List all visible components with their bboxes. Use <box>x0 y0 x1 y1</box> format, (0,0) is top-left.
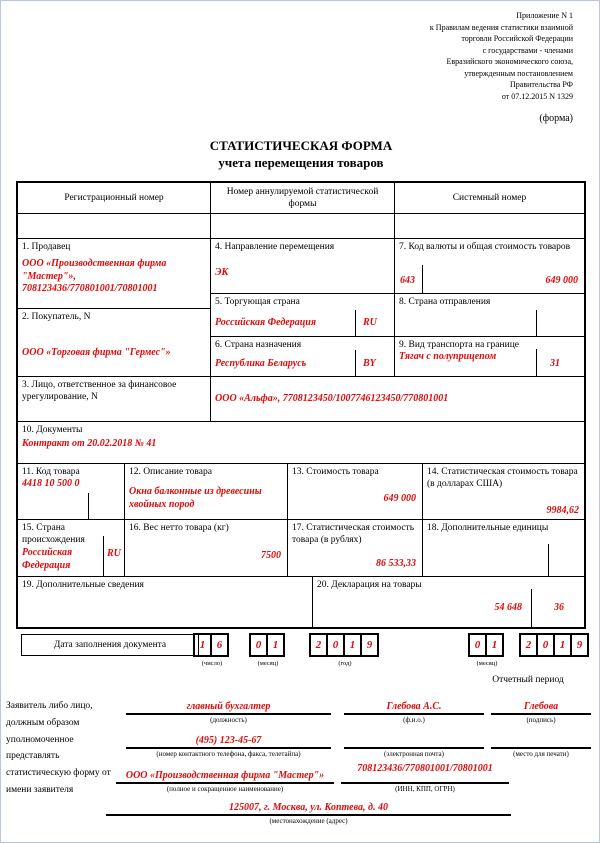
month-caption: (месяц) <box>257 660 279 667</box>
field-15-label: 15. Страна происхождения <box>22 523 85 545</box>
date-digit-box: 6 <box>210 633 229 657</box>
field-11-value: 4418 10 500 0 <box>22 478 80 489</box>
field-11-goods-code <box>18 464 125 520</box>
header-system-number: Системный номер <box>395 183 584 214</box>
divider-tick <box>355 350 356 376</box>
field-6-destination-country <box>211 337 395 377</box>
field-9-value: Тягач с полуприцепом <box>399 351 497 362</box>
field-2-label: 2. Покупатель, N <box>22 312 91 322</box>
field-9-code: 31 <box>550 357 560 369</box>
main-form-table <box>16 181 586 629</box>
fill-date-day <box>193 633 229 657</box>
date-digit-box: 0 <box>249 633 268 657</box>
date-digit-box: 0 <box>468 633 487 657</box>
divider-tick <box>536 310 537 336</box>
note-line: от 07.12.2015 N 1329 <box>501 91 573 101</box>
field-17-label: 17. Статистическая стоимость товара (в рублях) <box>292 523 415 545</box>
org-name-field <box>116 769 334 794</box>
field-2-buyer <box>18 309 211 377</box>
field-20-goods-declaration <box>313 577 584 627</box>
field-18-additional-units <box>423 520 584 577</box>
inn-value: 708123436/770801001/70801001 <box>341 761 509 784</box>
field-13-label: 13. Стоимость товара <box>292 467 379 477</box>
field-7-total-value: 649 000 <box>545 274 578 286</box>
date-digit-box: 1 <box>553 633 572 657</box>
field-16-label: 16. Вес нетто товара (кг) <box>129 523 229 533</box>
note-line: Приложение N 1 <box>516 11 573 20</box>
header-registration-number: Регистрационный номер <box>18 183 211 214</box>
note-line: к Правилам ведения статистики взаимной <box>429 22 573 32</box>
position-field <box>126 700 331 725</box>
fio-caption: (ф.и.о.) <box>403 716 425 724</box>
org-name-value: ООО «Производственная фирма "Мастер"» <box>116 769 334 784</box>
position-value: главный бухгалтер <box>126 700 331 715</box>
field-18-label: 18. Дополнительные единицы <box>427 523 549 533</box>
date-digit-box: 0 <box>326 633 345 657</box>
phone-value: (495) 123-45-67 <box>126 734 331 749</box>
field-7-currency-code: 643 <box>400 274 415 286</box>
report-period-year <box>519 633 589 657</box>
field-5-value: Российская Федерация <box>215 316 317 328</box>
note-line: торговли Российской Федерации <box>461 34 573 43</box>
email-field <box>344 734 484 759</box>
fio-value: Глебова А.С. <box>344 700 484 715</box>
field-20-code: 36 <box>554 601 564 613</box>
divider-tick <box>88 493 89 520</box>
signature-field <box>491 700 591 725</box>
field-1-seller <box>18 239 211 309</box>
inn-field <box>341 761 509 794</box>
date-digit-box: 1 <box>193 633 212 657</box>
field-7-label: 7. Код валюты и общая стоимость товаров <box>399 242 571 252</box>
divider-tick <box>103 536 104 576</box>
field-6-country-code: BY <box>363 357 376 369</box>
field-14-label: 14. Статистическая стоимость товара (в долларах США) <box>427 467 578 489</box>
fio-field <box>344 700 484 725</box>
annulled-number-field <box>211 214 395 239</box>
field-4-value: ЭК <box>215 267 229 278</box>
date-digit-box: 1 <box>343 633 362 657</box>
field-15-origin-country <box>18 520 125 577</box>
fill-date-month <box>249 633 285 657</box>
email-caption: (электронная почта) <box>384 750 444 758</box>
field-5-trading-country <box>211 294 395 337</box>
signature-value: Глебова <box>491 700 591 715</box>
field-20-value: 54 648 <box>494 601 522 613</box>
report-period-month <box>468 633 504 657</box>
date-digit-box: 1 <box>266 633 285 657</box>
field-3-label: 3. Лицо, ответственное за финансовое урегулирование, N <box>22 380 177 402</box>
report-period-label: Отчетный период <box>492 675 564 685</box>
phone-field <box>126 734 331 759</box>
field-16-net-weight <box>125 520 288 577</box>
address-value: 125007, г. Москва, ул. Коптева, д. 40 <box>106 801 511 816</box>
phone-caption: (номер контактного телефона, факса, телетайпа) <box>156 750 301 758</box>
day-caption: (число) <box>201 660 223 667</box>
field-5-country-code: RU <box>363 316 377 328</box>
note-line: Правительства РФ <box>510 80 573 89</box>
org-name-caption: (полное и сокращенное наименование) <box>166 785 284 793</box>
field-14-statistical-value-usd <box>423 464 584 520</box>
field-17-statistical-value-rub <box>288 520 423 577</box>
field-2-value: ООО «Торговая фирма "Гермес"» <box>22 347 171 358</box>
header-annulled-form-number: Номер аннулируемой статистической формы <box>211 183 395 214</box>
divider-tick <box>422 265 423 293</box>
date-digit-box: 9 <box>360 633 379 657</box>
field-15-value: Российская Федерация <box>22 547 73 571</box>
stamp-field <box>491 734 591 759</box>
field-19-label: 19. Дополнительные сведения <box>22 580 144 590</box>
date-digit-box: 9 <box>570 633 589 657</box>
date-digit-box: 2 <box>519 633 538 657</box>
position-caption: (должность) <box>210 716 247 724</box>
field-1-value: ООО «Производственная фирма "Мастер"», 708123436/770801001/70801001 <box>22 258 167 294</box>
title-line1: СТАТИСТИЧЕСКАЯ ФОРМА <box>209 138 393 153</box>
email-value <box>344 734 484 749</box>
inn-caption: (ИНН, КПП, ОГРН) <box>395 785 455 793</box>
field-12-value: Окна балконные из древесины хвойных пород <box>129 486 262 510</box>
field-7-currency-value <box>395 239 584 294</box>
field-12-goods-description <box>125 464 288 520</box>
field-8-label: 8. Страна отправления <box>399 297 491 307</box>
date-digit-box: 2 <box>309 633 328 657</box>
address-field <box>106 801 511 826</box>
declarant-intro: Заявитель либо лицо, должным образом уполномоченное представлять статистическую форму от имени заявителя <box>6 701 111 795</box>
divider-tick <box>548 544 549 576</box>
field-10-label: 10. Документы <box>22 425 83 435</box>
field-4-direction <box>211 239 395 294</box>
forma-label: (форма) <box>539 113 573 124</box>
field-1-label: 1. Продавец <box>22 242 71 252</box>
field-9-transport-type <box>395 337 584 377</box>
report-month-caption: (месяц) <box>476 660 498 667</box>
signature-caption: (подпись) <box>526 716 556 724</box>
fill-date-label: Дата заполнения документа <box>21 634 199 656</box>
date-digit-box: 0 <box>536 633 555 657</box>
field-4-label: 4. Направление перемещения <box>215 242 335 252</box>
field-14-value: 9984,62 <box>546 504 579 516</box>
field-17-value: 86 533,33 <box>376 557 416 569</box>
registration-number-field <box>18 214 211 239</box>
stamp-caption: (место для печати) <box>513 750 569 758</box>
field-6-value: Республика Беларусь <box>215 357 307 369</box>
title-line2: учета перемещения товаров <box>218 155 384 170</box>
field-5-label: 5. Торгующая страна <box>215 297 300 307</box>
fill-date-year <box>309 633 379 657</box>
field-13-goods-value <box>288 464 423 520</box>
field-3-value-cell <box>211 377 584 422</box>
divider-tick <box>536 349 537 376</box>
divider-tick <box>531 589 532 627</box>
field-13-value: 649 000 <box>383 492 416 504</box>
year-caption: (год) <box>338 660 352 667</box>
appendix-note <box>273 10 573 102</box>
field-15-country-code: RU <box>107 547 121 559</box>
stamp-value <box>491 734 591 749</box>
divider-tick <box>355 310 356 336</box>
note-line: утвержденным постановлением <box>464 68 573 78</box>
field-8-dispatch-country <box>395 294 584 337</box>
page-title <box>1 137 600 171</box>
field-11-label: 11. Код товара <box>22 467 80 477</box>
field-6-label: 6. Страна назначения <box>215 340 302 350</box>
field-20-label: 20. Декларация на товары <box>317 580 422 590</box>
field-10-documents <box>18 422 584 464</box>
field-9-label: 9. Вид транспорта на границе <box>399 340 519 350</box>
field-10-value: Контракт от 20.02.2018 № 41 <box>22 438 157 449</box>
field-12-label: 12. Описание товара <box>129 467 212 477</box>
date-digit-box: 1 <box>485 633 504 657</box>
note-line: Евразийского экономического союза, <box>446 57 573 66</box>
field-3-financial-person <box>18 377 211 422</box>
field-3-value: ООО «Альфа», 7708123450/1007746123450/770801001 <box>215 393 449 404</box>
note-line: с государствами - членами <box>482 45 573 55</box>
system-number-field <box>395 214 584 239</box>
field-19-additional-info <box>18 577 313 627</box>
address-caption: (местонахождение (адрес) <box>269 817 348 825</box>
field-16-value: 7500 <box>261 549 281 561</box>
